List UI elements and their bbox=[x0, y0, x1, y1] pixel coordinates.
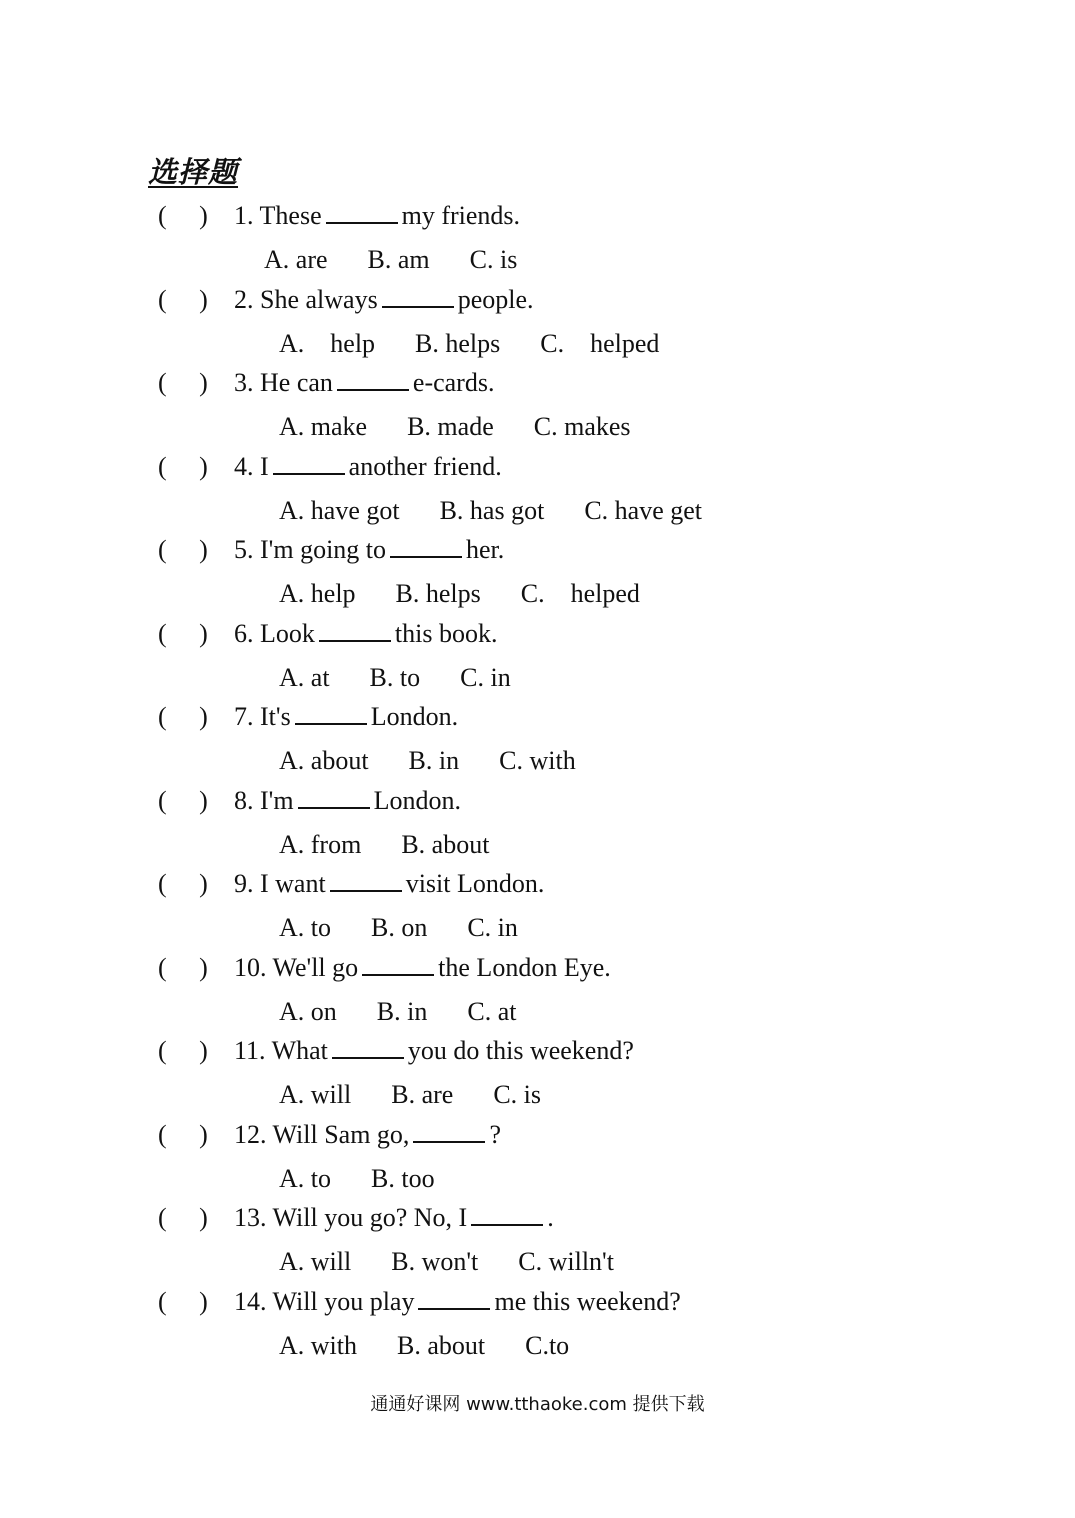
answer-blank bbox=[332, 1033, 404, 1059]
question-text-after-blank: me this weekend? bbox=[494, 1286, 681, 1316]
answer-parentheses: ( ) bbox=[158, 1036, 208, 1065]
answer-blank bbox=[298, 783, 370, 809]
question-item bbox=[158, 1198, 1038, 1282]
answer-option: A. help bbox=[279, 328, 376, 358]
question-line bbox=[158, 697, 458, 737]
answer-parentheses: ( ) bbox=[158, 451, 208, 481]
option-row bbox=[279, 741, 616, 781]
answer-option: A. will bbox=[279, 1080, 352, 1109]
option-row bbox=[279, 908, 558, 948]
question-text-before-blank: 12. Will Sam go, bbox=[234, 1119, 410, 1149]
question-line bbox=[158, 1198, 554, 1238]
question-text-before-blank: 10. We'll go bbox=[234, 952, 359, 982]
answer-option: C. is bbox=[493, 1080, 542, 1109]
option-row bbox=[279, 1326, 609, 1366]
answer-option: B. helps bbox=[415, 328, 501, 358]
answer-option: A. at bbox=[279, 662, 330, 692]
option-row bbox=[279, 574, 680, 614]
question-item bbox=[158, 1031, 1038, 1115]
question-line bbox=[158, 196, 520, 236]
question-text-before-blank: 8. I'm bbox=[234, 785, 294, 815]
answer-option: B. about bbox=[397, 1330, 486, 1360]
answer-option: B. am bbox=[367, 245, 430, 274]
answer-option: C. have get bbox=[584, 495, 703, 525]
answer-option: A. about bbox=[279, 746, 369, 775]
question-text-after-blank: the London Eye. bbox=[438, 952, 611, 982]
question-text-before-blank: 4. I bbox=[234, 451, 269, 481]
answer-option: C.to bbox=[525, 1330, 570, 1360]
question-line bbox=[158, 1282, 681, 1322]
question-text-after-blank: ? bbox=[489, 1119, 501, 1149]
answer-parentheses: ( ) bbox=[158, 702, 208, 731]
answer-blank bbox=[362, 950, 434, 976]
answer-parentheses: ( ) bbox=[158, 284, 208, 314]
answer-option: B. made bbox=[407, 412, 494, 441]
answer-option: A. will bbox=[279, 1247, 352, 1276]
answer-blank bbox=[273, 449, 345, 475]
answer-parentheses: ( ) bbox=[158, 1203, 208, 1232]
answer-blank bbox=[337, 365, 409, 391]
question-text-before-blank: 7. It's bbox=[234, 702, 291, 731]
option-row bbox=[264, 240, 557, 280]
answer-parentheses: ( ) bbox=[158, 368, 208, 397]
question-line bbox=[158, 1031, 634, 1071]
option-row bbox=[279, 1159, 475, 1199]
answer-blank bbox=[330, 866, 402, 892]
answer-parentheses: ( ) bbox=[158, 1119, 208, 1149]
question-text-after-blank: this book. bbox=[394, 618, 498, 648]
question-text-before-blank: 2. She always bbox=[234, 284, 378, 314]
answer-blank bbox=[382, 282, 454, 308]
answer-option: C. is bbox=[469, 245, 518, 274]
question-item bbox=[158, 1282, 1038, 1366]
option-row bbox=[279, 491, 742, 531]
question-line bbox=[158, 781, 461, 821]
question-line bbox=[158, 614, 497, 654]
answer-option: C. willn't bbox=[518, 1247, 614, 1276]
option-row bbox=[279, 992, 556, 1032]
answer-option: A. are bbox=[264, 245, 328, 274]
answer-option: B. about bbox=[401, 829, 490, 859]
answer-option: C. helped bbox=[540, 328, 660, 358]
answer-option: C. in bbox=[460, 662, 511, 692]
answer-option: A. with bbox=[279, 1330, 357, 1360]
question-text-before-blank: 14. Will you play bbox=[234, 1286, 415, 1316]
answer-blank bbox=[295, 699, 367, 725]
question-line bbox=[158, 948, 611, 988]
answer-parentheses: ( ) bbox=[158, 535, 208, 564]
question-item bbox=[158, 280, 1038, 364]
question-text-before-blank: 5. I'm going to bbox=[234, 535, 387, 564]
answer-blank bbox=[471, 1200, 543, 1226]
question-item bbox=[158, 697, 1038, 781]
question-line bbox=[158, 1115, 501, 1155]
question-text-after-blank: . bbox=[547, 1203, 554, 1232]
question-text-before-blank: 11. What bbox=[234, 1036, 328, 1065]
answer-option: B. has got bbox=[439, 495, 545, 525]
answer-blank bbox=[418, 1284, 490, 1310]
question-text-after-blank: another friend. bbox=[348, 451, 502, 481]
option-row bbox=[279, 825, 529, 865]
question-text-after-blank: visit London. bbox=[405, 869, 545, 898]
question-list bbox=[158, 196, 1038, 1365]
answer-parentheses: ( ) bbox=[158, 952, 208, 982]
answer-blank bbox=[326, 198, 398, 224]
answer-option: C. helped bbox=[520, 579, 640, 608]
answer-option: A. make bbox=[279, 412, 368, 441]
answer-option: C. makes bbox=[533, 412, 631, 441]
question-item bbox=[158, 196, 1038, 280]
answer-option: B. to bbox=[369, 662, 421, 692]
question-text-after-blank: you do this weekend? bbox=[407, 1036, 634, 1065]
answer-option: A. on bbox=[279, 996, 337, 1026]
answer-option: B. helps bbox=[395, 579, 481, 608]
answer-blank bbox=[319, 616, 391, 642]
answer-option: B. too bbox=[371, 1163, 435, 1193]
question-text-before-blank: 6. Look bbox=[234, 618, 315, 648]
answer-parentheses: ( ) bbox=[158, 785, 208, 815]
question-line bbox=[158, 363, 494, 403]
question-text-before-blank: 3. He can bbox=[234, 368, 333, 397]
question-text-before-blank: 1. These bbox=[234, 201, 322, 230]
question-text-before-blank: 9. I want bbox=[234, 869, 326, 898]
question-item bbox=[158, 864, 1038, 948]
answer-option: A. from bbox=[279, 829, 362, 859]
question-item bbox=[158, 948, 1038, 1032]
question-text-after-blank: London. bbox=[373, 785, 461, 815]
answer-parentheses: ( ) bbox=[158, 1286, 208, 1316]
answer-option: B. in bbox=[408, 746, 460, 775]
answer-option: A. to bbox=[279, 1163, 331, 1193]
answer-option: A. have got bbox=[279, 495, 400, 525]
question-item bbox=[158, 363, 1038, 447]
answer-option: C. in bbox=[467, 913, 518, 942]
answer-option: C. at bbox=[467, 996, 517, 1026]
question-item bbox=[158, 614, 1038, 698]
option-row bbox=[279, 1242, 654, 1282]
section-title: 选择题 bbox=[148, 157, 239, 189]
question-line bbox=[158, 530, 504, 570]
question-text-after-blank: London. bbox=[370, 702, 459, 731]
question-line bbox=[158, 447, 502, 487]
question-text-before-blank: 13. Will you go? No, I bbox=[234, 1203, 468, 1232]
answer-parentheses: ( ) bbox=[158, 618, 208, 648]
option-row bbox=[279, 658, 551, 698]
answer-blank bbox=[413, 1117, 485, 1143]
option-row bbox=[279, 407, 671, 447]
answer-blank bbox=[390, 532, 462, 558]
answer-option: B. in bbox=[376, 996, 428, 1026]
answer-option: B. are bbox=[391, 1080, 454, 1109]
question-text-after-blank: her. bbox=[466, 535, 505, 564]
answer-option: B. on bbox=[371, 913, 428, 942]
option-row bbox=[279, 1075, 581, 1115]
question-item bbox=[158, 781, 1038, 865]
question-item bbox=[158, 1115, 1038, 1199]
question-item bbox=[158, 530, 1038, 614]
question-line bbox=[158, 280, 534, 320]
question-text-after-blank: my friends. bbox=[401, 201, 521, 230]
answer-option: C. with bbox=[499, 746, 576, 775]
question-line bbox=[158, 864, 544, 904]
answer-option: A. to bbox=[279, 913, 331, 942]
question-item bbox=[158, 447, 1038, 531]
answer-parentheses: ( ) bbox=[158, 201, 208, 230]
answer-option: B. won't bbox=[391, 1247, 479, 1276]
option-row bbox=[279, 324, 699, 364]
question-text-after-blank: e-cards. bbox=[412, 368, 495, 397]
answer-option: A. help bbox=[279, 579, 356, 608]
footer-text: 通通好课网 www.tthaoke.com 提供下载 bbox=[370, 1394, 705, 1415]
question-text-after-blank: people. bbox=[457, 284, 534, 314]
answer-parentheses: ( ) bbox=[158, 869, 208, 898]
